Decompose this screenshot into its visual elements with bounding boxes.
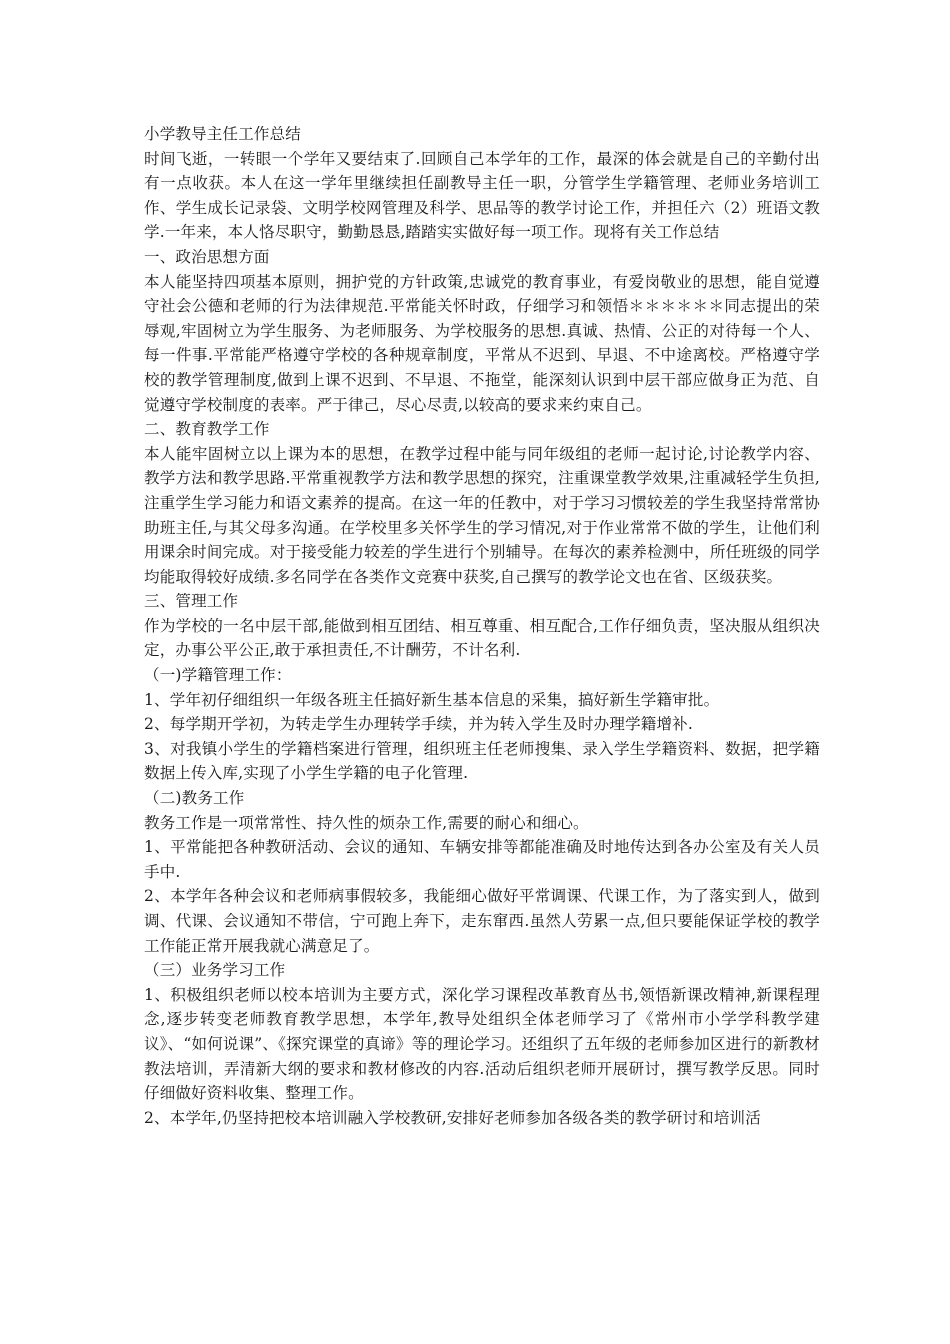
section-heading-management: 三、管理工作 [144,592,239,611]
academic-affairs-item-1: 1、平常能把各种教研活动、会议的通知、车辆安排等都能准确及时地传达到各办公室及有关人员手中. [144,838,820,881]
section-heading-teaching: 二、教育教学工作 [144,420,270,439]
subheading-professional-study: （三）业务学习工作 [144,961,286,980]
teaching-paragraph: 本人能牢固树立以上课为本的思想，在教学过程中能与同年级组的老师一起讨论,讨论教学内容、教学方法和教学思路.平常重视教学方法和教学思想的探究，注重课堂教学效果,注重减轻学生负担,注重学生学习能力和语文素养的提高。在这一年的任教中，对于学习习惯较差的学生我坚持常常协助班主任,与其父母多沟通。在学校里多关怀学生的学习情况,对于作业常常不做的学生，让他们利用课余时间完成。对于接受能力较差的学生进行个别辅导。在每次的素养检测中，所任班级的同学均能取得较好成绩.多名同学在各类作文竞赛中获奖,自己撰写的教学论文也在省、区级获奖。 [144,444,820,586]
management-paragraph: 作为学校的一名中层干部,能做到相互团结、相互尊重、相互配合,工作仔细负责，坚决服从组织决定，办事公平公正,敢于承担责任,不计酬劳，不计名利. [144,616,820,660]
academic-affairs-item-2: 2、本学年各种会议和老师病事假较多，我能细心做好平常调课、代课工作，为了落实到人，做到调、代课、会议通知不带信，宁可跑上奔下，走东窜西.虽然人劳累一点,但只要能保证学校的教学工作能正常开展我就心满意足了。 [144,887,820,955]
registry-item-1: 1、学年初仔细组织一年级各班主任搞好新生基本信息的采集，搞好新生学籍审批。 [144,690,720,709]
registry-item-3: 3、对我镇小学生的学籍档案进行管理，组织班主任老师搜集、录入学生学籍资料、数据，把学籍数据上传入库,实现了小学生学籍的电子化管理. [144,739,820,783]
subheading-academic-affairs: （二)教务工作 [144,789,245,808]
professional-study-item-2: 2、本学年,仍坚持把校本培训融入学校教研,安排好老师参加各级各类的教学研讨和培训活 [144,1108,761,1127]
intro-paragraph: 时间飞逝，一转眼一个学年又要结束了.回顾自己本学年的工作，最深的体会就是自己的辛勤付出有一点收获。本人在这一学年里继续担任副教导主任一职，分管学生学籍管理、老师业务培训工作、学生成长记录袋、文明学校网管理及科学、思品等的教学讨论工作，并担任六（2）班语文教学.一年来，本人恪尽职守，勤勤恳恳,踏踏实实做好每一项工作。现将有关工作总结 [144,149,820,242]
subheading-registry: （一)学籍管理工作： [144,666,292,685]
section-heading-politics: 一、政治思想方面 [144,247,270,266]
registry-item-2: 2、每学期开学初，为转走学生办理转学手续，并为转入学生及时办理学籍增补. [144,715,693,734]
politics-paragraph: 本人能坚持四项基本原则，拥护党的方针政策,忠诚党的教育事业，有爱岗敬业的思想，能自觉遵守社会公德和老师的行为法律规范.平常能关怀时政，仔细学习和领悟＊＊＊＊＊＊同志提出的荣辱观,牢固树立为学生服务、为老师服务、为学校服务的思想.真诚、热情、公正的对待每一个人、每一件事.平常能严格遵守学校的各种规章制度，平常从不迟到、早退、不中途离校。严格遵守学校的教学管理制度,做到上课不迟到、不早退、不拖堂，能深刻认识到中层干部应做身正为范、自觉遵守学校制度的表率。严于律己，尽心尽责,以较高的要求来约束自己。 [144,272,820,414]
document-title: 小学教导主任工作总结 [144,125,302,143]
document-body [144,122,820,1130]
professional-study-item-1: 1、积极组织老师以校本培训为主要方式，深化学习课程改革教育丛书,领悟新课改精神,新课程理念,逐步转变老师教育教学思想，本学年,教导处组织全体老师学习了《常州市小学学科教学建议》、“如何说课”、《探究课堂的真谛》等的理论学习。还组织了五年级的老师参加区进行的新教材教法培训，弄清新大纲的要求和教材修改的内容.活动后组织老师开展研讨，撰写教学反思。同时仔细做好资料收集、整理工作。 [144,985,820,1103]
academic-affairs-intro: 教务工作是一项常常性、持久性的烦杂工作,需要的耐心和细心。 [144,813,589,832]
